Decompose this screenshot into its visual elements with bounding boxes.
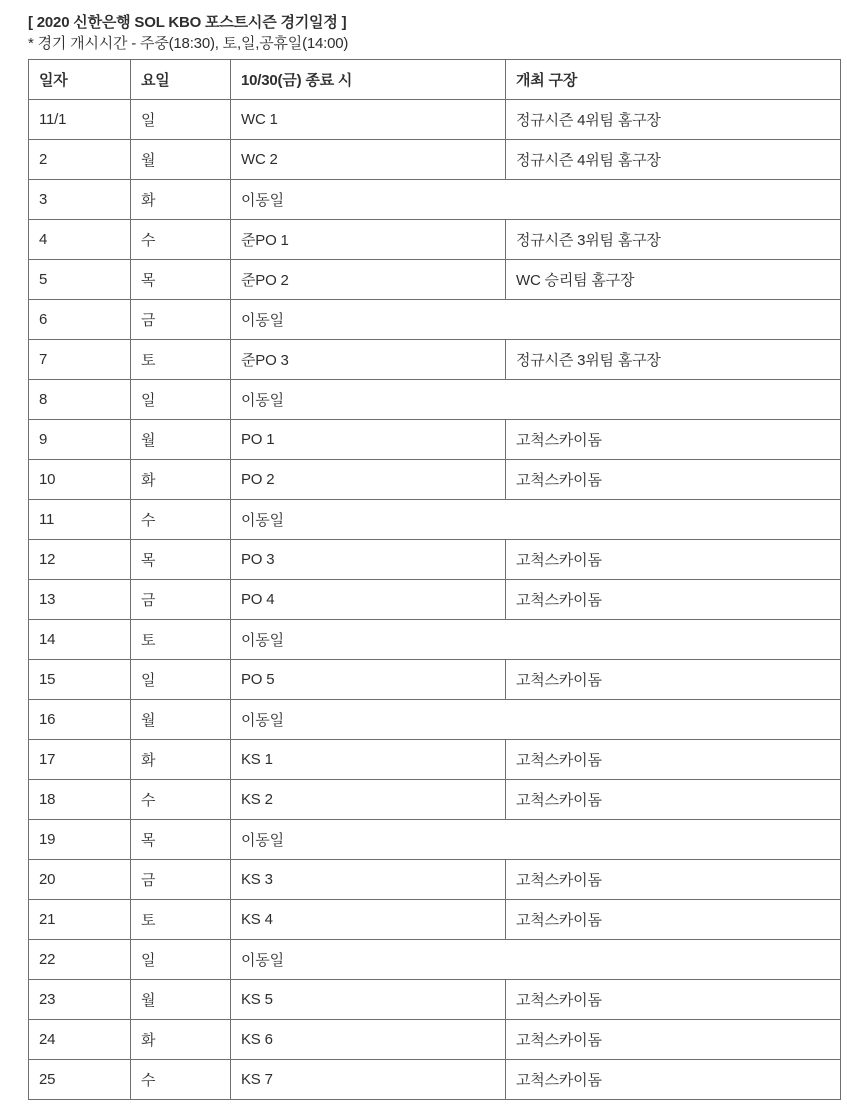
table-row bbox=[29, 380, 841, 420]
schedule-table bbox=[28, 59, 841, 1100]
cell-venue: 고척스카이돔 bbox=[506, 740, 841, 780]
table-row bbox=[29, 620, 841, 660]
table-row bbox=[29, 740, 841, 780]
cell-day: 목 bbox=[131, 820, 231, 860]
cell-day: 금 bbox=[131, 860, 231, 900]
cell-venue: 정규시즌 3위팀 홈구장 bbox=[506, 340, 841, 380]
cell-game: 이동일 bbox=[231, 820, 841, 860]
schedule-table-head bbox=[29, 60, 841, 100]
cell-date: 24 bbox=[29, 1020, 131, 1060]
cell-date: 13 bbox=[29, 580, 131, 620]
cell-day: 수 bbox=[131, 1060, 231, 1100]
column-header-venue: 개최 구장 bbox=[506, 60, 841, 100]
table-row bbox=[29, 860, 841, 900]
cell-game: 이동일 bbox=[231, 500, 841, 540]
cell-game: 준PO 1 bbox=[231, 220, 506, 260]
table-row bbox=[29, 340, 841, 380]
table-row bbox=[29, 700, 841, 740]
cell-venue: 고척스카이돔 bbox=[506, 460, 841, 500]
cell-venue: 고척스카이돔 bbox=[506, 860, 841, 900]
column-header-date: 일자 bbox=[29, 60, 131, 100]
cell-day: 월 bbox=[131, 420, 231, 460]
cell-venue: 정규시즌 4위팀 홈구장 bbox=[506, 100, 841, 140]
cell-day: 토 bbox=[131, 620, 231, 660]
cell-day: 금 bbox=[131, 300, 231, 340]
cell-day: 월 bbox=[131, 140, 231, 180]
cell-date: 9 bbox=[29, 420, 131, 460]
cell-venue: 고척스카이돔 bbox=[506, 540, 841, 580]
page-title: [ 2020 신한은행 SOL KBO 포스트시즌 경기일정 ] bbox=[28, 14, 347, 31]
cell-date: 15 bbox=[29, 660, 131, 700]
cell-date: 11 bbox=[29, 500, 131, 540]
header-row bbox=[29, 60, 841, 100]
table-row bbox=[29, 100, 841, 140]
cell-game: KS 3 bbox=[231, 860, 506, 900]
schedule-start-time-note: * 경기 개시시간 - 주중(18:30), 토,일,공휴일(14:00) bbox=[28, 35, 349, 52]
column-header-game: 10/30(금) 종료 시 bbox=[231, 60, 506, 100]
cell-date: 12 bbox=[29, 540, 131, 580]
cell-venue: 정규시즌 4위팀 홈구장 bbox=[506, 140, 841, 180]
table-row bbox=[29, 420, 841, 460]
cell-game: PO 3 bbox=[231, 540, 506, 580]
table-row bbox=[29, 500, 841, 540]
schedule-table-body bbox=[29, 100, 841, 1100]
cell-game: KS 4 bbox=[231, 900, 506, 940]
cell-venue: 고척스카이돔 bbox=[506, 1060, 841, 1100]
cell-day: 금 bbox=[131, 580, 231, 620]
cell-date: 22 bbox=[29, 940, 131, 980]
cell-venue: 고척스카이돔 bbox=[506, 420, 841, 460]
cell-day: 일 bbox=[131, 940, 231, 980]
cell-date: 2 bbox=[29, 140, 131, 180]
table-row bbox=[29, 660, 841, 700]
cell-game: PO 4 bbox=[231, 580, 506, 620]
cell-day: 토 bbox=[131, 900, 231, 940]
table-row bbox=[29, 220, 841, 260]
cell-date: 20 bbox=[29, 860, 131, 900]
cell-day: 목 bbox=[131, 540, 231, 580]
cell-game: PO 1 bbox=[231, 420, 506, 460]
table-row bbox=[29, 1020, 841, 1060]
cell-date: 17 bbox=[29, 740, 131, 780]
cell-date: 7 bbox=[29, 340, 131, 380]
cell-venue: 고척스카이돔 bbox=[506, 780, 841, 820]
cell-day: 수 bbox=[131, 220, 231, 260]
cell-date: 4 bbox=[29, 220, 131, 260]
cell-day: 화 bbox=[131, 460, 231, 500]
cell-game: KS 5 bbox=[231, 980, 506, 1020]
table-row bbox=[29, 580, 841, 620]
cell-day: 화 bbox=[131, 180, 231, 220]
cell-day: 화 bbox=[131, 740, 231, 780]
cell-venue: 고척스카이돔 bbox=[506, 660, 841, 700]
cell-day: 월 bbox=[131, 700, 231, 740]
cell-day: 화 bbox=[131, 1020, 231, 1060]
cell-day: 일 bbox=[131, 100, 231, 140]
cell-day: 일 bbox=[131, 660, 231, 700]
cell-day: 수 bbox=[131, 500, 231, 540]
cell-game: 이동일 bbox=[231, 180, 841, 220]
cell-game: WC 2 bbox=[231, 140, 506, 180]
cell-game: PO 5 bbox=[231, 660, 506, 700]
table-row bbox=[29, 180, 841, 220]
cell-game: 이동일 bbox=[231, 300, 841, 340]
cell-day: 수 bbox=[131, 780, 231, 820]
table-row bbox=[29, 820, 841, 860]
cell-game: 이동일 bbox=[231, 940, 841, 980]
cell-venue: 정규시즌 3위팀 홈구장 bbox=[506, 220, 841, 260]
cell-venue: 고척스카이돔 bbox=[506, 1020, 841, 1060]
cell-date: 5 bbox=[29, 260, 131, 300]
table-row bbox=[29, 260, 841, 300]
cell-date: 10 bbox=[29, 460, 131, 500]
table-row bbox=[29, 900, 841, 940]
cell-date: 6 bbox=[29, 300, 131, 340]
cell-venue: WC 승리팀 홈구장 bbox=[506, 260, 841, 300]
cell-game: KS 6 bbox=[231, 1020, 506, 1060]
table-row bbox=[29, 460, 841, 500]
cell-game: PO 2 bbox=[231, 460, 506, 500]
cell-game: KS 1 bbox=[231, 740, 506, 780]
cell-day: 월 bbox=[131, 980, 231, 1020]
cell-day: 목 bbox=[131, 260, 231, 300]
cell-game: KS 7 bbox=[231, 1060, 506, 1100]
cell-date: 18 bbox=[29, 780, 131, 820]
table-row bbox=[29, 300, 841, 340]
cell-date: 11/1 bbox=[29, 100, 131, 140]
cell-date: 19 bbox=[29, 820, 131, 860]
cell-date: 25 bbox=[29, 1060, 131, 1100]
cell-game: KS 2 bbox=[231, 780, 506, 820]
cell-game: 준PO 2 bbox=[231, 260, 506, 300]
cell-date: 23 bbox=[29, 980, 131, 1020]
cell-day: 토 bbox=[131, 340, 231, 380]
cell-venue: 고척스카이돔 bbox=[506, 900, 841, 940]
cell-venue: 고척스카이돔 bbox=[506, 580, 841, 620]
cell-date: 14 bbox=[29, 620, 131, 660]
cell-date: 21 bbox=[29, 900, 131, 940]
cell-day: 일 bbox=[131, 380, 231, 420]
cell-game: 이동일 bbox=[231, 620, 841, 660]
cell-date: 8 bbox=[29, 380, 131, 420]
cell-date: 3 bbox=[29, 180, 131, 220]
column-header-day: 요일 bbox=[131, 60, 231, 100]
cell-game: 준PO 3 bbox=[231, 340, 506, 380]
table-row bbox=[29, 940, 841, 980]
cell-date: 16 bbox=[29, 700, 131, 740]
table-row bbox=[29, 780, 841, 820]
cell-game: 이동일 bbox=[231, 380, 841, 420]
cell-game: WC 1 bbox=[231, 100, 506, 140]
table-row bbox=[29, 980, 841, 1020]
table-row bbox=[29, 1060, 841, 1100]
table-row bbox=[29, 540, 841, 580]
cell-venue: 고척스카이돔 bbox=[506, 980, 841, 1020]
cell-game: 이동일 bbox=[231, 700, 841, 740]
table-row bbox=[29, 140, 841, 180]
